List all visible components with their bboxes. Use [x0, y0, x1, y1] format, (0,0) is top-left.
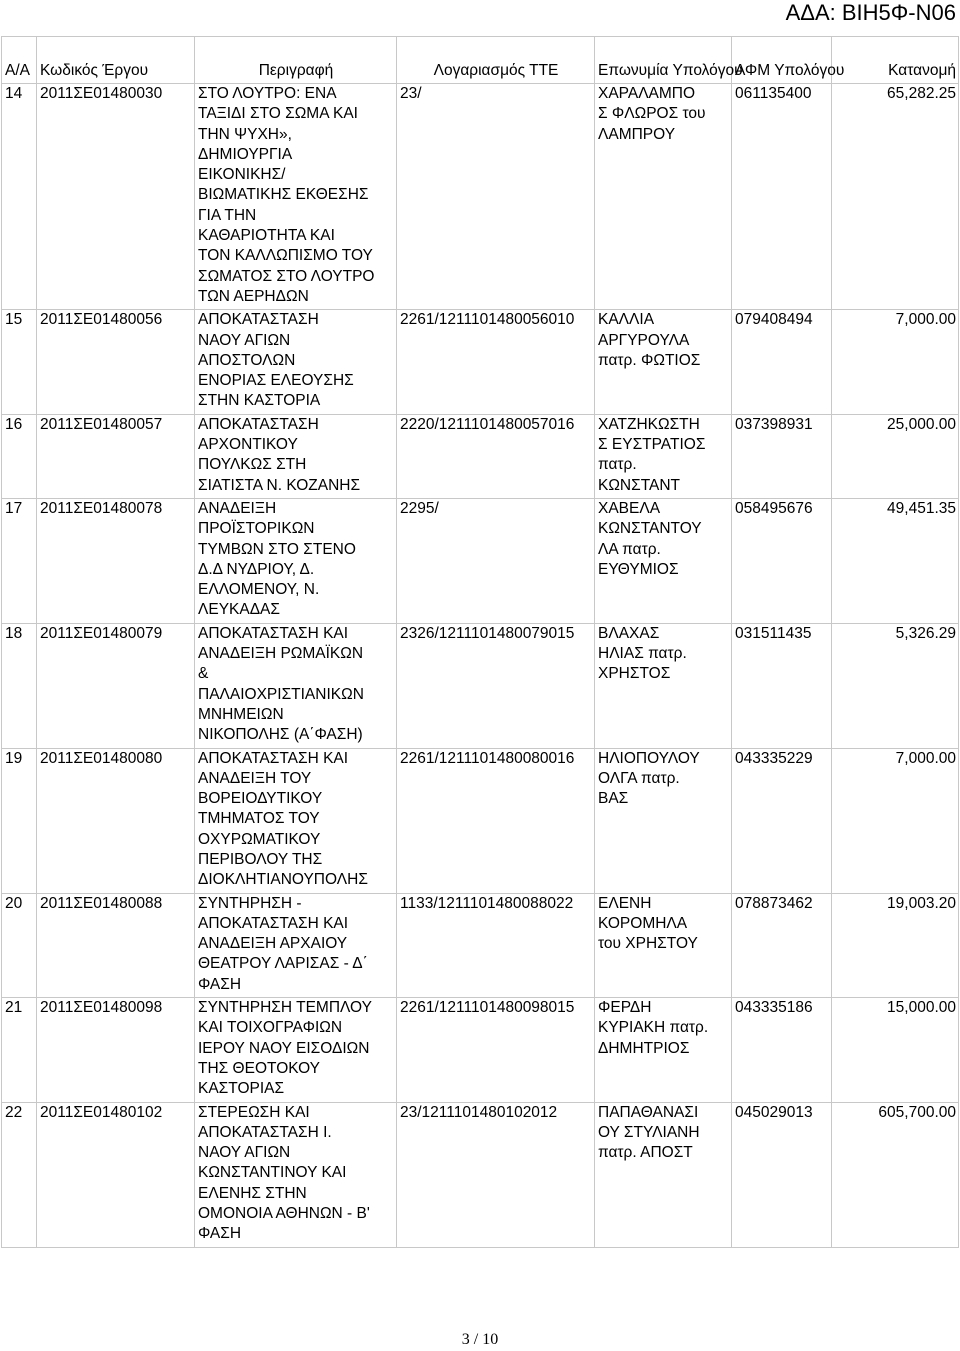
- row-account: 23/1211101480102012: [397, 1102, 595, 1247]
- row-code: 2011ΣΕ01480088: [37, 893, 195, 997]
- table-row: [2, 1102, 959, 1247]
- row-description: ΑΠΟΚΑΤΑΣΤΑΣΗ ΚΑΙ ΑΝΑΔΕΙΞΗ ΡΩΜΑΪΚΩΝ & ΠΑΛΑΙΟΧΡΙΣΤΙΑΝΙΚΩΝ ΜΝΗΜΕΙΩΝ ΝΙΚΟΠΟΛΗΣ (Α΄ΦΑΣΗ): [195, 623, 397, 748]
- row-name: ΧΑΡΑΛΑΜΠΟ Σ ΦΛΩΡΟΣ του ΛΑΜΠΡΟΥ: [595, 84, 732, 310]
- row-description: ΣΥΝΤΗΡΗΣΗ - ΑΠΟΚΑΤΑΣΤΑΣΗ ΚΑΙ ΑΝΑΔΕΙΞΗ ΑΡΧΑΙΟΥ ΘΕΑΤΡΟΥ ΛΑΡΙΣΑΣ - Δ΄ ΦΑΣΗ: [195, 893, 397, 997]
- row-afm: 043335186: [732, 998, 832, 1102]
- row-code: 2011ΣΕ01480078: [37, 498, 195, 623]
- table-row: [2, 998, 959, 1102]
- row-code: 2011ΣΕ01480079: [37, 623, 195, 748]
- row-code: 2011ΣΕ01480056: [37, 310, 195, 414]
- row-amount: 605,700.00: [832, 1102, 959, 1247]
- row-num: 16: [2, 414, 37, 498]
- row-code: 2011ΣΕ01480102: [37, 1102, 195, 1247]
- table-row: [2, 498, 959, 623]
- row-amount: 7,000.00: [832, 748, 959, 893]
- page-current: 3: [461, 1331, 470, 1348]
- row-description: ΑΠΟΚΑΤΑΣΤΑΣΗ ΚΑΙ ΑΝΑΔΕΙΞΗ ΤΟΥ ΒΟΡΕΙΟΔΥΤΙΚΟΥ ΤΜΗΜΑΤΟΣ ΤΟΥ ΟΧΥΡΩΜΑΤΙΚΟΥ ΠΕΡΙΒΟΛΟΥ ΤΗΣ ΔΙΟΚΛΗΤΙΑΝΟΥΠΟΛΗΣ: [195, 748, 397, 893]
- row-name: ΦΕΡΔΗ ΚΥΡΙΑΚΗ πατρ. ΔΗΜΗΤΡΙΟΣ: [595, 998, 732, 1102]
- table-row: [2, 310, 959, 414]
- row-description: ΑΝΑΔΕΙΞΗ ΠΡΟΪΣΤΟΡΙΚΩΝ ΤΥΜΒΩΝ ΣΤΟ ΣΤΕΝΟ Δ.Δ ΝΥΔΡΙΟΥ, Δ. ΕΛΛΟΜΕΝΟΥ, Ν. ΛΕΥΚΑΔΑΣ: [195, 498, 397, 623]
- row-account: 2261/1211101480098015: [397, 998, 595, 1102]
- row-afm: 058495676: [732, 498, 832, 623]
- table-row: [2, 623, 959, 748]
- row-afm: 037398931: [732, 414, 832, 498]
- row-name: ΒΛΑΧΑΣ ΗΛΙΑΣ πατρ. ΧΡΗΣΤΟΣ: [595, 623, 732, 748]
- row-name: ΠΑΠΑΘΑΝΑΣΙ ΟΥ ΣΤΥΛΙΑΝΗ πατρ. ΑΠΟΣΤ: [595, 1102, 732, 1247]
- row-description: ΣΤΟ ΛΟΥΤΡΟ: ΕΝΑ ΤΑΞΙΔΙ ΣΤΟ ΣΩΜΑ ΚΑΙ ΤΗΝ ΨΥΧΗ», ΔΗΜΙΟΥΡΓΙΑ ΕΙΚΟΝΙΚΗΣ/ ΒΙΩΜΑΤΙΚΗΣ ΕΚΘΕΣΗΣ ΓΙΑ ΤΗΝ ΚΑΘΑΡΙΟΤΗΤΑ ΚΑΙ ΤΟΝ ΚΑΛΛΩΠΙΣΜΟ ΤΟΥ ΣΩΜΑΤΟΣ ΣΤΟ ΛΟΥΤΡΟ ΤΩΝ ΑΕΡΗΔΩΝ: [195, 84, 397, 310]
- row-code: 2011ΣΕ01480080: [37, 748, 195, 893]
- row-description: ΑΠΟΚΑΤΑΣΤΑΣΗ ΑΡΧΟΝΤΙΚΟΥ ΠΟΥΛΚΩΣ ΣΤΗ ΣΙΑΤΙΣΤΑ Ν. ΚΟΖΑΝΗΣ: [195, 414, 397, 498]
- allocation-table: [1, 36, 959, 1248]
- row-name: ΚΑΛΛΙΑ ΑΡΓΥΡΟΥΛΑ πατρ. ΦΩΤΙΟΣ: [595, 310, 732, 414]
- row-num: 15: [2, 310, 37, 414]
- header-description: Περιγραφή: [195, 37, 397, 84]
- table-row: [2, 414, 959, 498]
- row-code: 2011ΣΕ01480030: [37, 84, 195, 310]
- row-amount: 49,451.35: [832, 498, 959, 623]
- row-code: 2011ΣΕ01480098: [37, 998, 195, 1102]
- row-num: 17: [2, 498, 37, 623]
- header-code: Κωδικός Έργου: [37, 37, 195, 84]
- row-name: ΕΛΕΝΗ ΚΟΡΟΜΗΛΑ του ΧΡΗΣΤΟΥ: [595, 893, 732, 997]
- row-amount: 65,282.25: [832, 84, 959, 310]
- row-name: ΗΛΙΟΠΟΥΛΟΥ ΟΛΓΑ πατρ. ΒΑΣ: [595, 748, 732, 893]
- row-amount: 25,000.00: [832, 414, 959, 498]
- document-ada-code: ΑΔΑ: ΒΙΗ5Φ-Ν06: [785, 0, 956, 25]
- row-name: ΧΑΤΖΗΚΩΣΤΗ Σ ΕΥΣΤΡΑΤΙΟΣ πατρ. ΚΩΝΣΤΑΝΤ: [595, 414, 732, 498]
- row-num: 19: [2, 748, 37, 893]
- row-account: 2326/1211101480079015: [397, 623, 595, 748]
- row-amount: 15,000.00: [832, 998, 959, 1102]
- row-description: ΑΠΟΚΑΤΑΣΤΑΣΗ ΝΑΟΥ ΑΓΙΩΝ ΑΠΟΣΤΟΛΩΝ ΕΝΟΡΙΑΣ ΕΛΕΟΥΣΗΣ ΣΤΗΝ ΚΑΣΤΟΡΙΑ: [195, 310, 397, 414]
- row-afm: 045029013: [732, 1102, 832, 1247]
- header-name: Επωνυμία Υπολόγου: [595, 37, 732, 84]
- page-total: 10: [482, 1331, 499, 1348]
- row-afm: 031511435: [732, 623, 832, 748]
- row-account: 2261/1211101480056010: [397, 310, 595, 414]
- row-afm: 078873462: [732, 893, 832, 997]
- table-row: [2, 893, 959, 997]
- header-account: Λογαριασμός ΤΤΕ: [397, 37, 595, 84]
- row-name: ΧΑΒΕΛΑ ΚΩΝΣΤΑΝΤΟΥ ΛΑ πατρ. ΕΥΘΥΜΙΟΣ: [595, 498, 732, 623]
- row-amount: 19,003.20: [832, 893, 959, 997]
- table-body: [2, 84, 959, 1248]
- row-account: 2220/1211101480057016: [397, 414, 595, 498]
- row-account: 1133/1211101480088022: [397, 893, 595, 997]
- row-account: 23/: [397, 84, 595, 310]
- row-amount: 5,326.29: [832, 623, 959, 748]
- row-afm: 043335229: [732, 748, 832, 893]
- row-num: 14: [2, 84, 37, 310]
- table-row: [2, 748, 959, 893]
- row-description: ΣΤΕΡΕΩΣΗ ΚΑΙ ΑΠΟΚΑΤΑΣΤΑΣΗ Ι. ΝΑΟΥ ΑΓΙΩΝ ΚΩΝΣΤΑΝΤΙΝΟΥ ΚΑΙ ΕΛΕΝΗΣ ΣΤΗΝ ΟΜΟΝΟΙΑ ΑΘΗΝΩΝ - Β' ΦΑΣΗ: [195, 1102, 397, 1247]
- page-number: 3 / 10: [461, 1331, 499, 1348]
- row-num: 21: [2, 998, 37, 1102]
- table-header: [2, 37, 959, 84]
- row-account: 2295/: [397, 498, 595, 623]
- row-account: 2261/1211101480080016: [397, 748, 595, 893]
- header-afm: ΑΦΜ Υπολόγου: [732, 37, 832, 84]
- header-amount: Κατανομή: [832, 37, 959, 84]
- row-amount: 7,000.00: [832, 310, 959, 414]
- row-num: 22: [2, 1102, 37, 1247]
- table-row: [2, 84, 959, 310]
- row-code: 2011ΣΕ01480057: [37, 414, 195, 498]
- row-description: ΣΥΝΤΗΡΗΣΗ ΤΕΜΠΛΟΥ ΚΑΙ ΤΟΙΧΟΓΡΑΦΙΩΝ ΙΕΡΟΥ ΝΑΟΥ ΕΙΣΟΔΙΩΝ ΤΗΣ ΘΕΟΤΟΚΟΥ ΚΑΣΤΟΡΙΑΣ: [195, 998, 397, 1102]
- header-num: Α/Α: [2, 37, 37, 84]
- row-num: 18: [2, 623, 37, 748]
- row-afm: 061135400: [732, 84, 832, 310]
- row-afm: 079408494: [732, 310, 832, 414]
- row-num: 20: [2, 893, 37, 997]
